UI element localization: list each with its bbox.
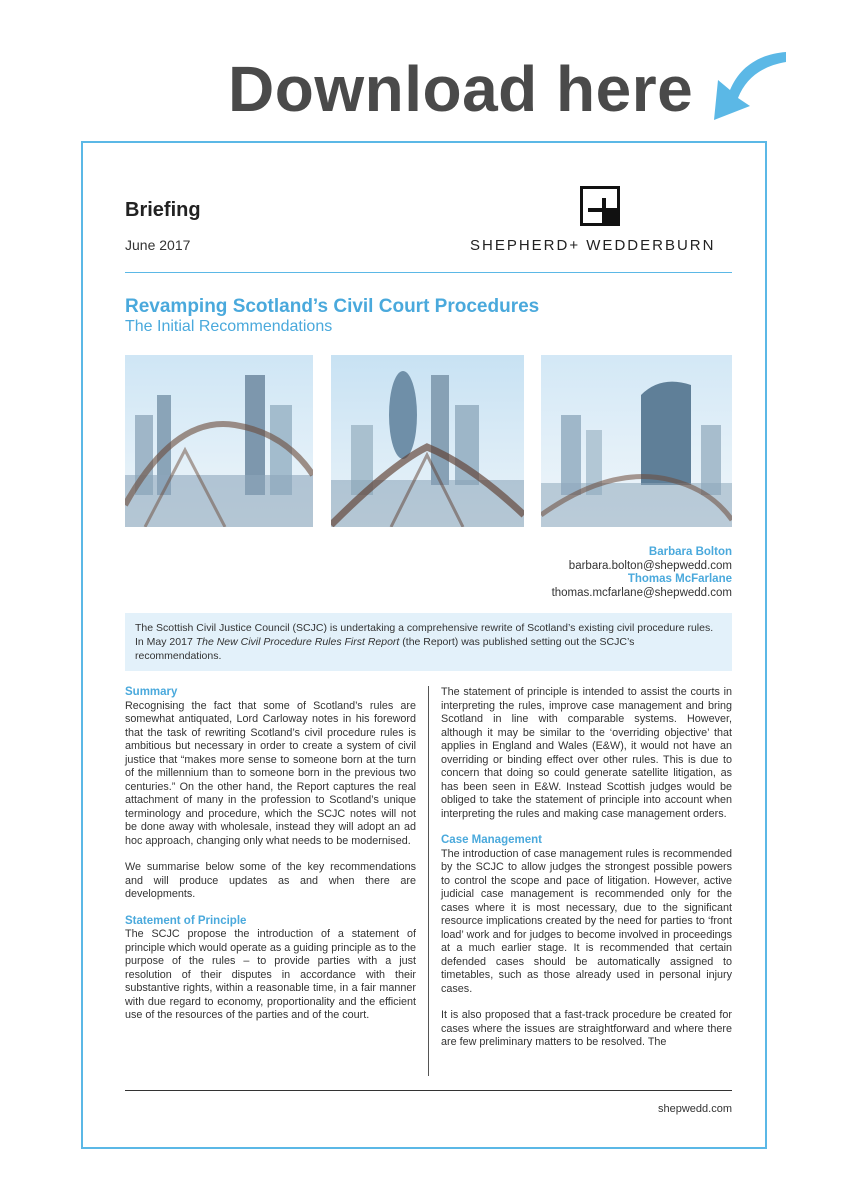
- paragraph: The SCJC propose the introduction of a statement of principle which would operate as a guiding principle as to the purpose of the rules – to provide parties with a just resolution of their disputes in accordance with their substantive rights, within a reasonable time, in a fair manner with due regard to economy, proportionality and the efficient use of the resources of the parties and of the court.: [125, 928, 416, 1021]
- section-heading-summary: Summary: [125, 686, 178, 698]
- author-name: Thomas McFarlane: [627, 573, 732, 585]
- author-email[interactable]: thomas.mcfarlane@shepwedd.com: [551, 586, 732, 599]
- cityscape-photo-2: [331, 355, 524, 527]
- cityscape-photo-3: [541, 355, 732, 527]
- section-heading-case-management: Case Management: [441, 834, 542, 846]
- intro-text: The Scottish Civil Justice Council (SCJC) is undertaking a comprehensive rewrite of Scotland’s existing civil procedure rules. In May 2017: [135, 622, 714, 648]
- paragraph: Recognising the fact that some of Scotland’s rules are somewhat antiquated, Lord Carloway notes in his foreword that the task of rewriting Scotland’s civil procedure rules is ambitious but necessary in order to create a system of civil justice that “makes more sense to someone born at the turn of the millennium than to someone born in the previous two centuries.” On the other hand, the Report captures the real attachment of many in the profession to Scotland’s unique terminology and procedure, which the SCJC notes will not be done away with wholesale, instead they will adopt an ad hoc approach, changing only what needs to be modernised.: [125, 699, 416, 847]
- brand-logo-icon: [580, 186, 620, 226]
- paragraph: It is also proposed that a fast-track procedure be created for cases where the issues are straightforward and where there are few preliminary matters to be resolved. The: [441, 1009, 732, 1048]
- author-list: [450, 546, 732, 600]
- footer-divider: [125, 1090, 732, 1091]
- right-column: [441, 686, 732, 1063]
- author-name: Barbara Bolton: [648, 546, 732, 558]
- author-email[interactable]: barbara.bolton@shepwedd.com: [568, 559, 732, 572]
- left-column: [125, 686, 416, 1036]
- intro-text: (the Report) was published setting out the SCJC’s recommendations.: [135, 636, 635, 662]
- paragraph: The introduction of case management rules is recommended by the SCJC to allow judges the strongest possible powers to control the scope and pace of litigation. However, active judicial case management is recommended only for the cases where it is most necessary, due to the significant resource implications created by the need for parties to ‘front load’ work and for judges to become involved in proceedings at a much earlier stage. It is recommended that certain defended cases should be automatically assigned to timetables, such as those already used in personal injury cases.: [441, 847, 732, 995]
- paragraph: The statement of principle is intended to assist the courts in interpreting the rules, improve case management and bring Scotland in line with comparable systems. However, although it may be similar to the ‘overriding objective’ that applies in England and Wales (E&W), it would not have an overriding or binding effect over other rules. This is due to concern that doing so could generate satellite litigation, as has been seen in E&W. Instead Scottish judges would be obliged to take the statement of principle into account when interpreting the rules and making case management orders.: [441, 686, 732, 820]
- section-heading-principle: Statement of Principle: [125, 914, 247, 927]
- brand-name: SHEPHERD+ WEDDERBURN: [470, 237, 716, 254]
- footer-url[interactable]: shepwedd.com: [658, 1103, 732, 1115]
- doc-subtitle: The Initial Recommendations: [125, 318, 333, 335]
- doc-title: Revamping Scotland’s Civil Court Procedures: [125, 296, 540, 317]
- column-divider: [428, 686, 429, 1076]
- doc-label: Briefing: [125, 199, 201, 221]
- download-banner[interactable]: Download here: [228, 53, 694, 125]
- doc-date: June 2017: [125, 237, 191, 253]
- report-title: The New Civil Procedure Rules First Report: [195, 636, 400, 648]
- curved-arrow-icon: [700, 44, 792, 124]
- header-divider: [125, 272, 732, 273]
- intro-box: [125, 613, 732, 671]
- paragraph: We summarise below some of the key recommendations and will produce updates as and when there are developments.: [125, 861, 416, 900]
- cityscape-photo-1: [125, 355, 313, 527]
